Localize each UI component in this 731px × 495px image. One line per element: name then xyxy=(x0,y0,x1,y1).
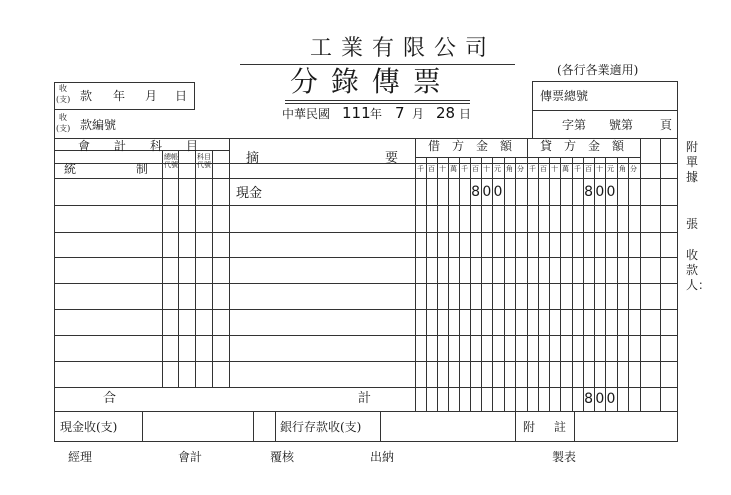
date-prefix: 中華民國 xyxy=(282,107,331,121)
header-debit: 借 方 金 額 xyxy=(428,139,513,153)
sig-cashier: 出納 xyxy=(370,450,395,464)
note-zhu: 註 xyxy=(554,420,567,434)
left-row2-shou: 收 xyxy=(59,113,67,122)
total-ji: 計 xyxy=(358,391,372,406)
left-row1-month: 月 xyxy=(145,89,158,103)
total-credit-digit-0: 8 xyxy=(584,391,594,407)
payee-label: 收款人： xyxy=(686,248,711,292)
debit-digit-header-9: 分 xyxy=(517,165,524,173)
left-row1-zhi: (支) xyxy=(56,95,71,104)
header-credit: 貸 方 金 額 xyxy=(540,139,625,153)
credit-digit-header-2: 十 xyxy=(551,165,558,173)
credit-digit-header-5: 百 xyxy=(585,165,592,173)
row1-debit-digit-2: 0 xyxy=(493,184,503,200)
company-title: 工 業 有 限 公 司 xyxy=(310,36,488,61)
header-subject-code: 科目代號 xyxy=(197,153,211,169)
row1-debit-digit-0: 8 xyxy=(471,184,481,200)
row1-credit-digit-1: 0 xyxy=(595,184,605,200)
credit-digit-header-8: 角 xyxy=(619,165,626,173)
total-credit-digit-2: 0 xyxy=(606,391,616,407)
debit-digit-header-7: 元 xyxy=(494,165,501,173)
date-month-unit: 月 xyxy=(412,107,425,121)
voucher-title: 分 錄 傳 票 xyxy=(290,65,443,98)
left-row2-zhi: (支) xyxy=(56,124,71,133)
date-day-unit: 日 xyxy=(459,107,472,121)
debit-digit-header-1: 百 xyxy=(428,165,435,173)
total-voucher-no-label: 傳票總號 xyxy=(540,89,589,103)
date-year: 111 xyxy=(342,104,371,122)
sig-manager: 經理 xyxy=(68,450,93,464)
header-tong: 統 xyxy=(64,162,77,176)
label-hao-di: 號第 xyxy=(609,118,634,132)
row1-credit-digit-2: 0 xyxy=(606,184,616,200)
bank-deposit-label: 銀行存款收(支) xyxy=(280,420,362,434)
credit-digit-header-3: 萬 xyxy=(562,165,569,173)
attach-count-label: 張 xyxy=(686,217,699,231)
left-row1-day: 日 xyxy=(175,89,188,103)
row1-debit-digit-1: 0 xyxy=(482,184,492,200)
row1-credit-digit-0: 8 xyxy=(584,184,594,200)
credit-digit-header-6: 十 xyxy=(596,165,603,173)
date-day: 28 xyxy=(436,104,456,122)
header-zhi: 制 xyxy=(136,162,149,176)
account-subject-header: 會 計 科 目 xyxy=(78,139,199,153)
header-summary-left: 摘 xyxy=(246,151,260,166)
left-row2-label: 款編號 xyxy=(80,118,117,132)
date-month: 7 xyxy=(395,104,405,122)
credit-digit-header-1: 百 xyxy=(540,165,547,173)
label-zi-di: 字第 xyxy=(562,118,587,132)
debit-digit-header-0: 千 xyxy=(417,165,424,173)
attach-docs-label: 附單據 xyxy=(686,140,699,184)
cash-in-out-label: 現金收(支) xyxy=(60,420,118,434)
total-credit-digit-1: 0 xyxy=(595,391,605,407)
debit-digit-header-8: 角 xyxy=(506,165,513,173)
credit-digit-header-0: 千 xyxy=(529,165,536,173)
credit-digit-header-4: 千 xyxy=(574,165,581,173)
debit-digit-header-3: 萬 xyxy=(450,165,457,173)
debit-digit-header-5: 百 xyxy=(472,165,479,173)
left-row1-year: 年 xyxy=(113,89,126,103)
credit-digit-header-7: 元 xyxy=(607,165,614,173)
voucher-title-underline-1 xyxy=(285,100,470,101)
sig-review: 覆核 xyxy=(270,450,295,464)
total-he: 合 xyxy=(103,391,117,406)
applicable-note: (各行各業適用) xyxy=(557,63,639,77)
date-year-unit: 年 xyxy=(370,107,383,121)
row1-summary: 現金 xyxy=(236,186,263,201)
label-ye: 頁 xyxy=(660,118,673,132)
header-summary-right: 要 xyxy=(385,151,399,166)
sig-accounting: 會計 xyxy=(178,450,203,464)
sig-prepared: 製表 xyxy=(552,450,577,464)
debit-digit-header-2: 十 xyxy=(439,165,446,173)
left-row1-shou: 收 xyxy=(59,84,67,93)
header-general-code: 總帳代號 xyxy=(164,153,178,169)
note-fu: 附 xyxy=(523,420,536,434)
debit-digit-header-4: 千 xyxy=(461,165,468,173)
left-row1-label: 款 xyxy=(80,89,93,103)
debit-digit-header-6: 十 xyxy=(483,165,490,173)
credit-digit-header-9: 分 xyxy=(630,165,637,173)
